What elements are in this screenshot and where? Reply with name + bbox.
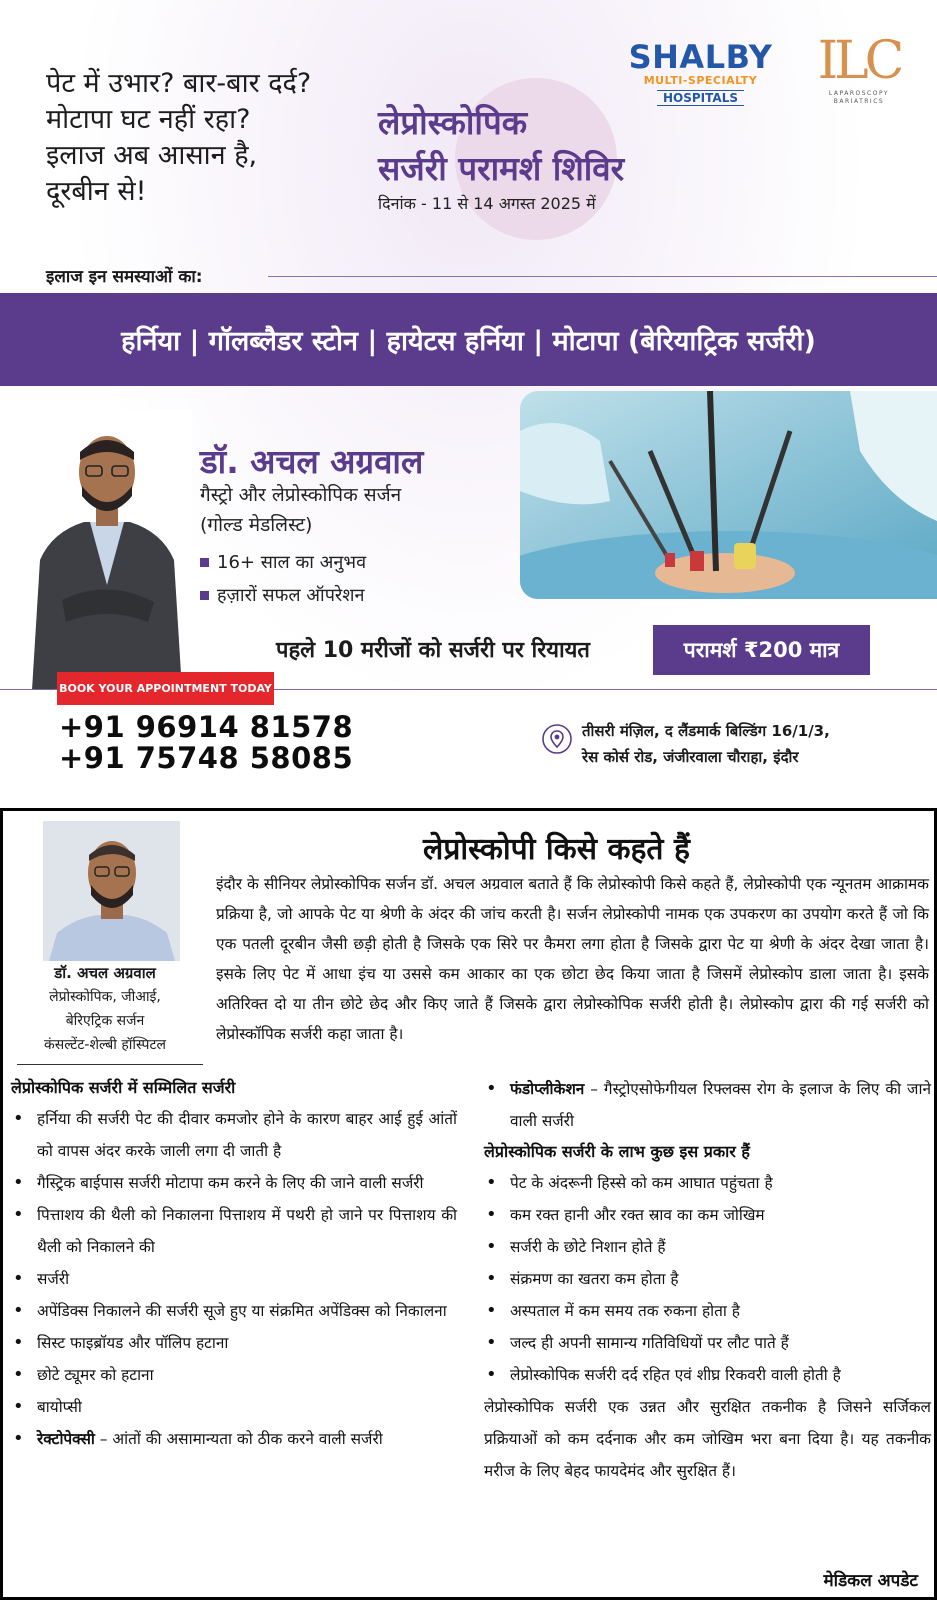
ilc-logo-mark: ILC <box>817 31 901 91</box>
list-item <box>11 1423 457 1455</box>
list-item: • जल्द ही अपनी सामान्य गतिविधियों पर लौट पाते हैं <box>484 1327 931 1359</box>
shalby-logo-name: SHALBY <box>628 38 773 76</box>
camp-date: दिनांक - 11 से 14 अगस्त 2025 में <box>378 194 596 213</box>
list-item: • कम रक्त हानी और रक्त स्राव का कम जोखिम <box>484 1199 931 1231</box>
list-item: • पित्ताशय की थैली को निकालना पित्ताशय में पथरी हो जाने पर पित्ताशय की थैली को निकालने की <box>11 1199 457 1263</box>
list-item <box>484 1073 931 1137</box>
list-item: • बायोप्सी <box>11 1391 457 1423</box>
address-line: तीसरी मंज़िल, द लैंडमार्क बिल्डिंग 16/1/3, <box>582 722 830 740</box>
phone-number[interactable]: +91 75748 58085 <box>59 741 354 775</box>
benefits-list <box>484 1167 931 1391</box>
article-right-column <box>484 1073 931 1487</box>
address-text <box>582 718 830 770</box>
list-item-term: रेक्टोपेक्सी <box>37 1430 95 1448</box>
offer-text: पहले 10 मरीजों को सर्जरी पर रियायत <box>276 638 590 663</box>
camp-title-line: लेप्रोस्कोपिक <box>378 103 528 142</box>
problems-band: हर्निया | गॉलब्लैडर स्टोन | हायेटस हर्निया | मोटापा (बेरियाट्रिक सर्जरी) <box>0 293 937 386</box>
continued-surgeries-list <box>484 1073 931 1137</box>
location-pin-icon <box>542 724 572 754</box>
article-signoff: मेडिकल अपडेट <box>823 1571 918 1591</box>
highlight-item <box>200 546 366 579</box>
phone-number[interactable]: +91 96914 81578 <box>59 710 354 744</box>
list-item: • अपेंडिक्स निकालने की सर्जरी सूजे हुए या संक्रमित अपेंडिक्स को निकालना <box>11 1295 457 1327</box>
author-role-line: कंसल्टेंट-शेल्बी हॉस्पिटल <box>43 1037 167 1053</box>
square-bullet-icon <box>200 591 209 600</box>
address-block <box>542 718 830 770</box>
intro-line: मोटापा घट नहीं रहा? <box>46 104 251 135</box>
doctor-designation <box>200 480 401 540</box>
article-title: लेप्रोस्कोपी किसे कहते हैं <box>423 832 690 867</box>
highlight-item <box>200 579 366 612</box>
consultation-fee-badge: परामर्श ₹200 मात्र <box>653 625 870 675</box>
doctor-photo <box>22 410 192 690</box>
ilc-logo <box>814 32 904 106</box>
doctor-role-line: (गोल्ड मेडलिस्ट) <box>200 514 313 536</box>
ilc-logo-line: BARIATRICS <box>833 98 885 105</box>
article-intro: इंदौर के सीनियर लेप्रोस्कोपिक सर्जन डॉ. अचल अग्रवाल बताते हैं कि लेप्रोस्कोपी किसे कहते हैं, लेप्रोस्कोपी एक न्यूनतम आक्रामक प्रक्रिया है, जो आपके पेट या श्रेणी के अंदर की जांच करती है। सर्जन लेप्रोस्कोपी नामक एक उपकरण का उपयोग करते हैं जो कि एक पतली दूरबीन जैसी छड़ी होती है जिसके एक सिरे पर कैमरा लगा होता है जिसके द्वारा पेट या श्रेणी के अंदर देखा जाता है। इसके लिए पेट में आधा इंच या उससे कम आकार का एक छोटा छेद किया जाता है जिसमें लेप्रोस्कोप डाला जाता है। इसके अतिरिक्त दो या तीन छोटे छेद और किए जाते हैं जिसके द्वारा लेप्रोस्कोपिक सर्जरी होती है। लेप्रोस्कोप द्वारा की गई सर्जरी को लेप्रोस्कॉपिक सर्जरी कहा जाता है। <box>216 875 929 1043</box>
benefits-heading: लेप्रोस्कोपिक सर्जरी के लाभ कुछ इस प्रकार हैं <box>484 1142 750 1161</box>
problems-label: इलाज इन समस्याओं का: <box>46 267 203 287</box>
list-item: • छोटे ट्यूमर को हटाना <box>11 1359 457 1391</box>
list-item-text: – आंतों की असामान्यता को ठीक करने वाली सर्जरी <box>94 1430 383 1448</box>
doctor-role-line: गैस्ट्रो और लेप्रोस्कोपिक सर्जन <box>200 484 402 506</box>
intro-line: इलाज अब आसान है, <box>46 140 258 171</box>
list-item: • सर्जरी के छोटे निशान होते हैं <box>484 1231 931 1263</box>
list-item: • अस्पताल में कम समय तक रुकना होता है <box>484 1295 931 1327</box>
author-divider <box>17 1064 203 1065</box>
list-item-term: फंडोप्लीकेशन <box>510 1080 585 1098</box>
included-surgeries-list <box>11 1103 457 1455</box>
included-surgeries-heading: लेप्रोस्कोपिक सर्जरी में सम्मिलित सर्जरी <box>11 1078 236 1097</box>
highlight-text: 16+ साल का अनुभव <box>217 552 367 573</box>
article-left-column <box>11 1073 457 1455</box>
intro-questions <box>46 66 376 210</box>
list-item: • सर्जरी <box>11 1263 457 1295</box>
list-item: • हर्निया की सर्जरी पेट की दीवार कमजोर होने के कारण बाहर आई हुई आंतों को वापस अंदर करके जाली लगा दी जाती है <box>11 1103 457 1167</box>
author-designation <box>3 985 207 1057</box>
doctor-name: डॉ. अचल अग्रवाल <box>200 442 424 481</box>
author-photo <box>43 821 180 961</box>
doctor-highlights <box>200 546 366 612</box>
square-bullet-icon <box>200 558 209 567</box>
list-item: • गैस्ट्रिक बाईपास सर्जरी मोटापा कम करने के लिए की जाने वाली सर्जरी <box>11 1167 457 1199</box>
author-role-line: लेप्रोस्कोपिक, जीआई, <box>49 989 161 1005</box>
author-name: डॉ. अचल अग्रवाल <box>54 964 156 982</box>
shalby-logo <box>618 40 783 106</box>
list-item: • सिस्ट फाइब्रॉयड और पॉलिप हटाना <box>11 1327 457 1359</box>
address-line: रेस कोर्स रोड, जंजीरवाला चौराहा, इंदौर <box>582 748 799 766</box>
shalby-logo-hospitals: HOSPITALS <box>657 90 744 106</box>
list-item: • पेट के अंदरूनी हिस्से को कम आघात पहुंचता है <box>484 1167 931 1199</box>
book-appointment-button[interactable]: BOOK YOUR APPOINTMENT TODAY <box>57 672 274 705</box>
ilc-logo-line: LAPAROSCOPY <box>828 90 890 97</box>
list-item-text: – गैस्ट्रोएसोफेगीयल रिफ्लक्स रोग के इलाज के लिए की जाने वाली सर्जरी <box>510 1080 931 1130</box>
camp-title <box>378 100 624 192</box>
article-closing: लेप्रोस्कोपिक सर्जरी एक उन्नत और सुरक्षित तकनीक है जिसने सर्जिकल प्रक्रियाओं को कम दर्दनाक और कम जोखिम भरा बना दिया है। यह तकनीक मरीज के लिए बेहद फायदेमंद और सुरक्षित हैं। <box>484 1398 931 1480</box>
medical-article <box>0 808 937 1600</box>
problems-divider <box>268 276 937 277</box>
list-item: • संक्रमण का खतरा कम होता है <box>484 1263 931 1295</box>
author-role-line: बेरिएट्रिक सर्जन <box>65 1013 145 1029</box>
camp-title-line: सर्जरी परामर्श शिविर <box>378 149 625 188</box>
intro-line: पेट में उभार? बार-बार दर्द? <box>46 68 312 99</box>
shalby-logo-specialty: MULTI-SPECIALTY <box>643 74 758 87</box>
surgery-photo <box>520 391 937 599</box>
intro-line: दूरबीन से! <box>46 176 147 207</box>
highlight-text: हज़ारों सफल ऑपरेशन <box>217 585 365 606</box>
list-item: • लेप्रोस्कोपिक सर्जरी दर्द रहित एवं शीघ्र रिकवरी वाली होती है <box>484 1359 931 1391</box>
